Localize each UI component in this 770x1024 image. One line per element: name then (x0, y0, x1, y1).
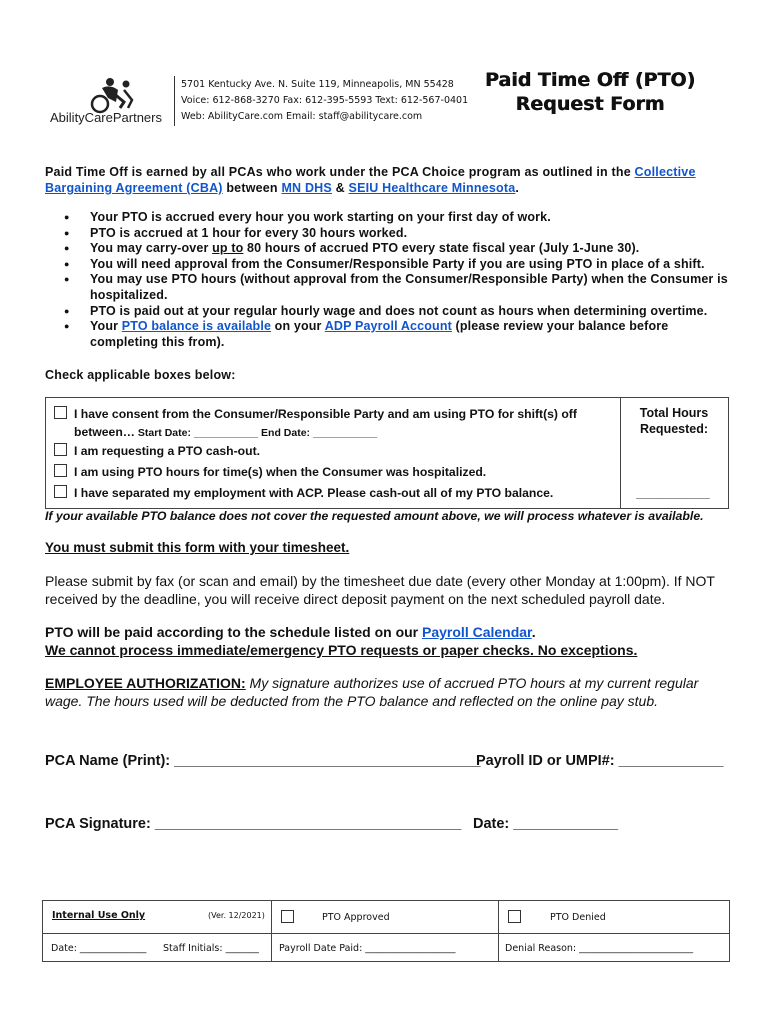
pto-balance-link[interactable]: PTO balance is available (121, 319, 272, 334)
list-item: ● You may use PTO hours (without approval from the Consumer/Responsible Party) when the Consumer is hospitalized. (64, 272, 729, 303)
authorization-text: My signature authorizes use of accrued PTO hours at my current regular wage. The hours used will be deducted from the PTO balance and reflected on the online pay stub. (45, 675, 699, 709)
contact-address: 5701 Kentucky Ave. N. Suite 119, Minneapolis, MN 55428 (181, 79, 454, 90)
employee-authorization (45, 674, 735, 710)
pca-signature-field[interactable]: PCA Signature: ______________________________________ (45, 816, 462, 832)
signature-date-field[interactable]: Date: _____________ (473, 816, 619, 832)
pto-denied-checkbox[interactable] (508, 910, 521, 923)
logo-text: AbilityCarePartners (50, 110, 162, 125)
total-hours-field[interactable]: ___________ (636, 486, 710, 500)
payroll-id-field[interactable]: Payroll ID or UMPI#: _____________ (476, 753, 724, 769)
option-label: I have consent from the Consumer/Responsible Party and am using PTO for shift(s) off (74, 407, 577, 421)
intro-text: between (222, 181, 282, 195)
contact-phone: Voice: 612-868-3270 Fax: 612-395-5593 Text: 612-567-0401 (181, 95, 469, 106)
check-boxes-heading: Check applicable boxes below: (45, 368, 236, 382)
between-label: between… (74, 425, 135, 439)
shift-off-checkbox[interactable] (54, 406, 67, 419)
list-item: ● You may carry-over up to 80 hours of accrued PTO every state fiscal year (July 1-June 30). (64, 241, 729, 257)
internal-date-field[interactable]: Date: ______________ (51, 943, 147, 954)
date-range-line (74, 425, 377, 439)
option-label: I am using PTO hours for time(s) when the Consumer was hospitalized. (74, 465, 487, 479)
header-divider (174, 76, 175, 126)
submit-with-timesheet-heading: You must submit this form with your timesheet. (45, 540, 350, 555)
list-item: ● PTO is paid out at your regular hourly wage and does not count as hours when determining overtime. (64, 304, 729, 320)
contact-info (181, 77, 468, 125)
no-exceptions-notice: We cannot process immediate/emergency PTO requests or paper checks. No exceptions. (45, 642, 638, 658)
internal-use-title: Internal Use Only (52, 910, 146, 921)
intro-text: Paid Time Off is earned by all PCAs who work under the PCA Choice program as outlined in the (45, 165, 635, 179)
pto-rules-list (64, 210, 729, 350)
table-divider (498, 900, 499, 962)
cba-link[interactable]: Collective Bargaining Agreement (CBA) (45, 165, 696, 195)
seiu-link[interactable]: SEIU Healthcare Minnesota (348, 181, 516, 195)
option-separated (54, 485, 553, 501)
total-hours-label: Total Hours Requested: (639, 406, 709, 436)
pca-name-field[interactable]: PCA Name (Print): ______________________________________ (45, 753, 481, 769)
form-title (470, 68, 710, 116)
hospitalized-checkbox[interactable] (54, 464, 67, 477)
list-item: ● PTO is accrued at 1 hour for every 30 hours worked. (64, 226, 729, 242)
separated-checkbox[interactable] (54, 485, 67, 498)
contact-web: Web: AbilityCare.com Email: staff@abilitycare.com (181, 111, 423, 122)
version-label: (Ver. 12/2021) (208, 911, 265, 920)
submission-instructions: Please submit by fax (or scan and email) by the timesheet due date (every other Monday at 1:00pm). If NOT received by the deadline, you will receive direct deposit payment on the next scheduled payroll date. (45, 573, 715, 607)
form-title-line2: Request Form (515, 93, 665, 115)
staff-initials-field[interactable]: Staff Initials: _______ (163, 943, 259, 954)
payroll-calendar-link[interactable]: Payroll Calendar (422, 624, 532, 640)
box-divider (620, 397, 621, 509)
payroll-date-paid-field[interactable]: Payroll Date Paid: ___________________ (279, 943, 456, 954)
option-shift-off (54, 406, 577, 422)
option-cash-out (54, 443, 260, 459)
pto-denied-label: PTO Denied (550, 912, 606, 923)
intro-text: . (515, 181, 520, 195)
intro-text: & (331, 181, 349, 195)
schedule-text: PTO will be paid according to the schedule listed on our (45, 624, 423, 640)
form-title-line1: Paid Time Off (PTO) (484, 69, 696, 91)
table-divider (271, 900, 272, 962)
balance-note: If your available PTO balance does not cover the requested amount above, we will process whatever is available. (45, 509, 704, 523)
list-item: ● You will need approval from the Consumer/Responsible Party if you are using PTO in place of a shift. (64, 257, 729, 273)
payment-schedule: PTO will be paid according to the schedule listed on our Payroll Calendar. We cannot process immediate/emergency PTO requests or paper checks. No exceptions. (45, 624, 638, 658)
pto-approved-checkbox[interactable] (281, 910, 294, 923)
intro-paragraph (45, 164, 725, 196)
adp-payroll-link[interactable]: ADP Payroll Account (324, 319, 452, 334)
authorization-label: EMPLOYEE AUTHORIZATION: (45, 675, 246, 691)
option-hospitalized (54, 464, 486, 480)
pto-approved-label: PTO Approved (322, 912, 390, 923)
cash-out-checkbox[interactable] (54, 443, 67, 456)
list-item: ● Your PTO is accrued every hour you work starting on your first day of work. (64, 210, 729, 226)
date-range-fields[interactable]: Start Date: ___________ End Date: ___________ (134, 427, 378, 439)
list-item: ● Your PTO balance is available on your ADP Payroll Account (please review your balance before completing this from). (64, 319, 729, 350)
option-label: I am requesting a PTO cash-out. (74, 444, 261, 458)
denial-reason-field[interactable]: Denial Reason: ________________________ (505, 943, 694, 954)
table-divider (42, 933, 730, 934)
option-label: I have separated my employment with ACP. Please cash-out all of my PTO balance. (74, 486, 554, 500)
mn-dhs-link[interactable]: MN DHS (281, 181, 332, 195)
